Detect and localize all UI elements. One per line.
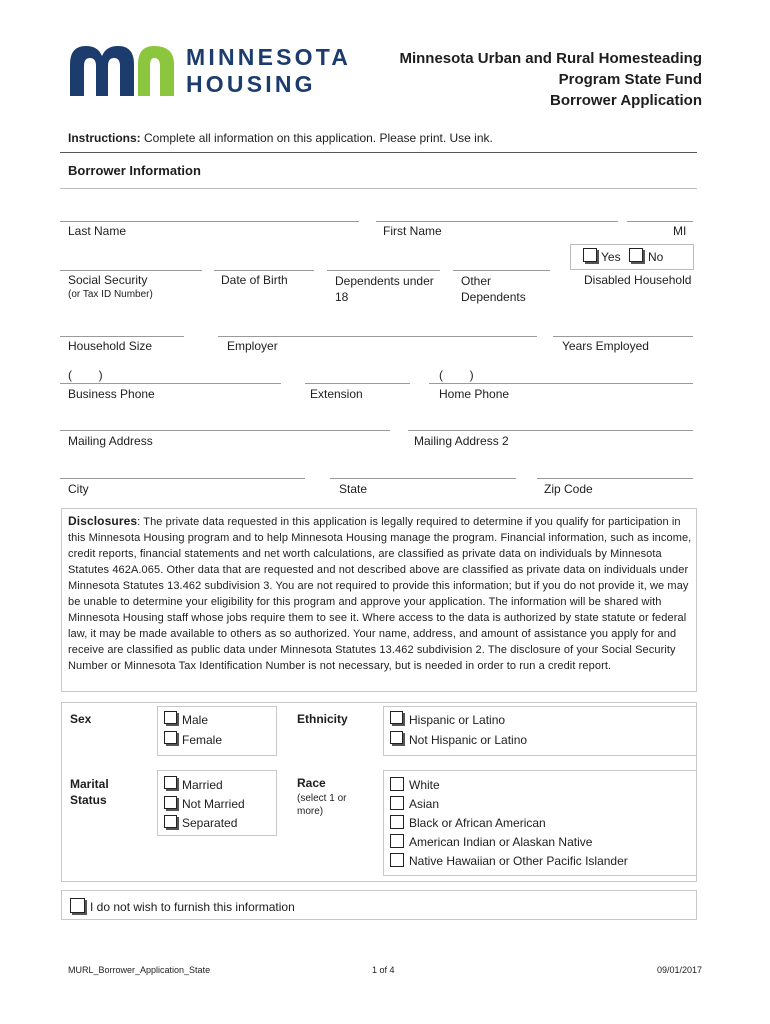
state-label: State: [339, 482, 368, 496]
date-of-birth-label: Date of Birth: [221, 273, 288, 287]
first-name-field[interactable]: [376, 221, 618, 222]
logo-wordmark-line2: HOUSING: [186, 71, 316, 97]
divider: [60, 152, 697, 153]
marital-option-not-married: Not Married: [182, 797, 245, 811]
other-dependents-field[interactable]: [453, 270, 550, 271]
business-phone-area-code: ( ): [68, 368, 103, 382]
disabled-household-label: Disabled Household: [584, 273, 692, 287]
mailing-address-2-label: Mailing Address 2: [414, 434, 509, 448]
sex-option-male: Male: [182, 713, 209, 727]
instructions-label: Instructions:: [68, 131, 141, 145]
marital-label-line1: Marital: [70, 777, 109, 791]
mi-field[interactable]: [627, 221, 693, 222]
home-phone-label: Home Phone: [439, 387, 510, 401]
other-dependents-label: [461, 273, 526, 305]
marital-married-checkbox[interactable]: [164, 776, 177, 789]
marital-option-married: Married: [182, 778, 223, 792]
business-phone-field[interactable]: [60, 383, 281, 384]
business-phone-label: Business Phone: [68, 387, 155, 401]
minnesota-housing-logo-mark: [66, 42, 178, 96]
ethnicity-hispanic-checkbox[interactable]: [390, 711, 403, 724]
ethnicity-label: Ethnicity: [297, 712, 348, 726]
divider: [60, 188, 697, 189]
dependents-under-line1: Dependents under: [335, 274, 434, 288]
race-option-american-indian: American Indian or Alaskan Native: [409, 835, 593, 849]
footer-date: 09/01/2017: [656, 965, 702, 975]
other-dependents-line2: Dependents: [461, 290, 526, 304]
extension-label: Extension: [310, 387, 363, 401]
home-phone-area-code: ( ): [439, 368, 474, 382]
tax-id-label: (or Tax ID Number): [68, 289, 153, 300]
sex-female-checkbox[interactable]: [164, 731, 177, 744]
first-name-label: First Name: [383, 224, 442, 238]
race-label: Race: [297, 776, 326, 790]
extension-field[interactable]: [305, 383, 410, 384]
race-option-native-hawaiian: Native Hawaiian or Other Pacific Islander: [409, 854, 628, 868]
race-american-indian-checkbox[interactable]: [390, 834, 404, 848]
race-black-checkbox[interactable]: [390, 815, 404, 829]
yes-label: Yes: [601, 250, 621, 264]
disclosures-text: [68, 513, 694, 674]
city-label: City: [68, 482, 89, 496]
race-note: [297, 792, 346, 818]
mailing-address-2-field[interactable]: [408, 430, 693, 431]
disabled-yes-checkbox[interactable]: [583, 248, 597, 262]
marital-status-label: [70, 776, 109, 808]
race-note-line2: more): [297, 806, 324, 817]
employer-field[interactable]: [218, 336, 537, 337]
marital-separated-checkbox[interactable]: [164, 815, 177, 828]
date-of-birth-field[interactable]: [214, 270, 314, 271]
city-field[interactable]: [60, 478, 305, 479]
footer-form-id: MURL_Borrower_Application_State: [68, 965, 211, 975]
household-size-field[interactable]: [60, 336, 184, 337]
ethnicity-not-hispanic-checkbox[interactable]: [390, 731, 403, 744]
disclosures-label: Disclosures: [68, 514, 138, 528]
opt-out-label: I do not wish to furnish this information: [90, 900, 295, 914]
disabled-no-checkbox[interactable]: [629, 248, 643, 262]
dependents-under-18-field[interactable]: [327, 270, 440, 271]
race-option-asian: Asian: [409, 797, 440, 811]
opt-out-checkbox[interactable]: [70, 898, 85, 913]
dependents-under-line2: 18: [335, 290, 349, 304]
sex-label: Sex: [70, 712, 92, 726]
race-option-black: Black or African American: [409, 816, 546, 830]
race-white-checkbox[interactable]: [390, 777, 404, 791]
sex-male-checkbox[interactable]: [164, 711, 177, 724]
marital-option-separated: Separated: [182, 816, 238, 830]
disclosures-body: : The private data requested in this application is legally required to determine if you qualify for participation in this Minnesota Housing program and to help Minnesota Housing manage the program. Financial information, such as income, credit reports, financial statements and net worth calculations, are classified as private data on individuals by Minnesota Statutes 462A.065. Other data that are requested and not described above are classified as private data on individuals under Minnesota Statutes 13.462 subdivision 3. You are not required to provide this information; but if you do not provide it, we may be unable to determine your eligibility for this program and approve your application. The information will be shared with Minnesota Housing staff whose jobs require them to see it. Where access to the data is authorized by state statute or federal law, it may be made available to others as so authorized. Your name, address, and amount of assistance you apply for and receive are classified as public data under Minnesota Statutes 13.462 subdivision 2. The disclosure of your Social Security Number or Minnesota Tax Identification Number is not necessary, but is needed in order to run a credit report.: [68, 516, 692, 672]
other-dependents-line1: Other: [461, 274, 492, 288]
form-title-line1: Minnesota Urban and Rural Homesteading: [399, 50, 702, 67]
social-security-field[interactable]: [60, 270, 202, 271]
race-note-line1: (select 1 or: [297, 793, 347, 804]
form-title-line3: Borrower Application: [550, 92, 702, 109]
instructions-text: Complete all information on this application. Please print. Use ink.: [144, 131, 493, 145]
years-employed-field[interactable]: [553, 336, 693, 337]
years-employed-label: Years Employed: [562, 339, 649, 353]
social-security-label: Social Security: [68, 273, 148, 287]
home-phone-field[interactable]: [429, 383, 693, 384]
last-name-label: Last Name: [68, 224, 127, 238]
no-label: No: [648, 250, 664, 264]
marital-label-line2: Status: [70, 793, 107, 807]
sex-option-female: Female: [182, 733, 223, 747]
mailing-address-field[interactable]: [60, 430, 390, 431]
last-name-field[interactable]: [60, 221, 359, 222]
ethnicity-option-hispanic: Hispanic or Latino: [409, 713, 506, 727]
zip-code-field[interactable]: [537, 478, 693, 479]
section-heading-borrower-information: Borrower Information: [68, 163, 201, 178]
race-asian-checkbox[interactable]: [390, 796, 404, 810]
ethnicity-option-not-hispanic: Not Hispanic or Latino: [409, 733, 528, 747]
form-title-line2: Program State Fund: [558, 71, 702, 88]
mailing-address-label: Mailing Address: [68, 434, 153, 448]
state-field[interactable]: [330, 478, 516, 479]
household-size-label: Household Size: [68, 339, 153, 353]
employer-label: Employer: [227, 339, 278, 353]
instructions: [68, 131, 493, 145]
race-native-hawaiian-checkbox[interactable]: [390, 853, 404, 867]
form-title: [342, 48, 702, 111]
logo-wordmark-line1: MINNESOTA: [186, 44, 352, 70]
dependents-under-18-label: [335, 273, 434, 305]
marital-not-married-checkbox[interactable]: [164, 796, 177, 809]
footer-page-number: 1 of 4: [372, 965, 395, 975]
zip-code-label: Zip Code: [544, 482, 593, 496]
mi-label: MI: [673, 224, 687, 238]
race-option-white: White: [409, 778, 440, 792]
